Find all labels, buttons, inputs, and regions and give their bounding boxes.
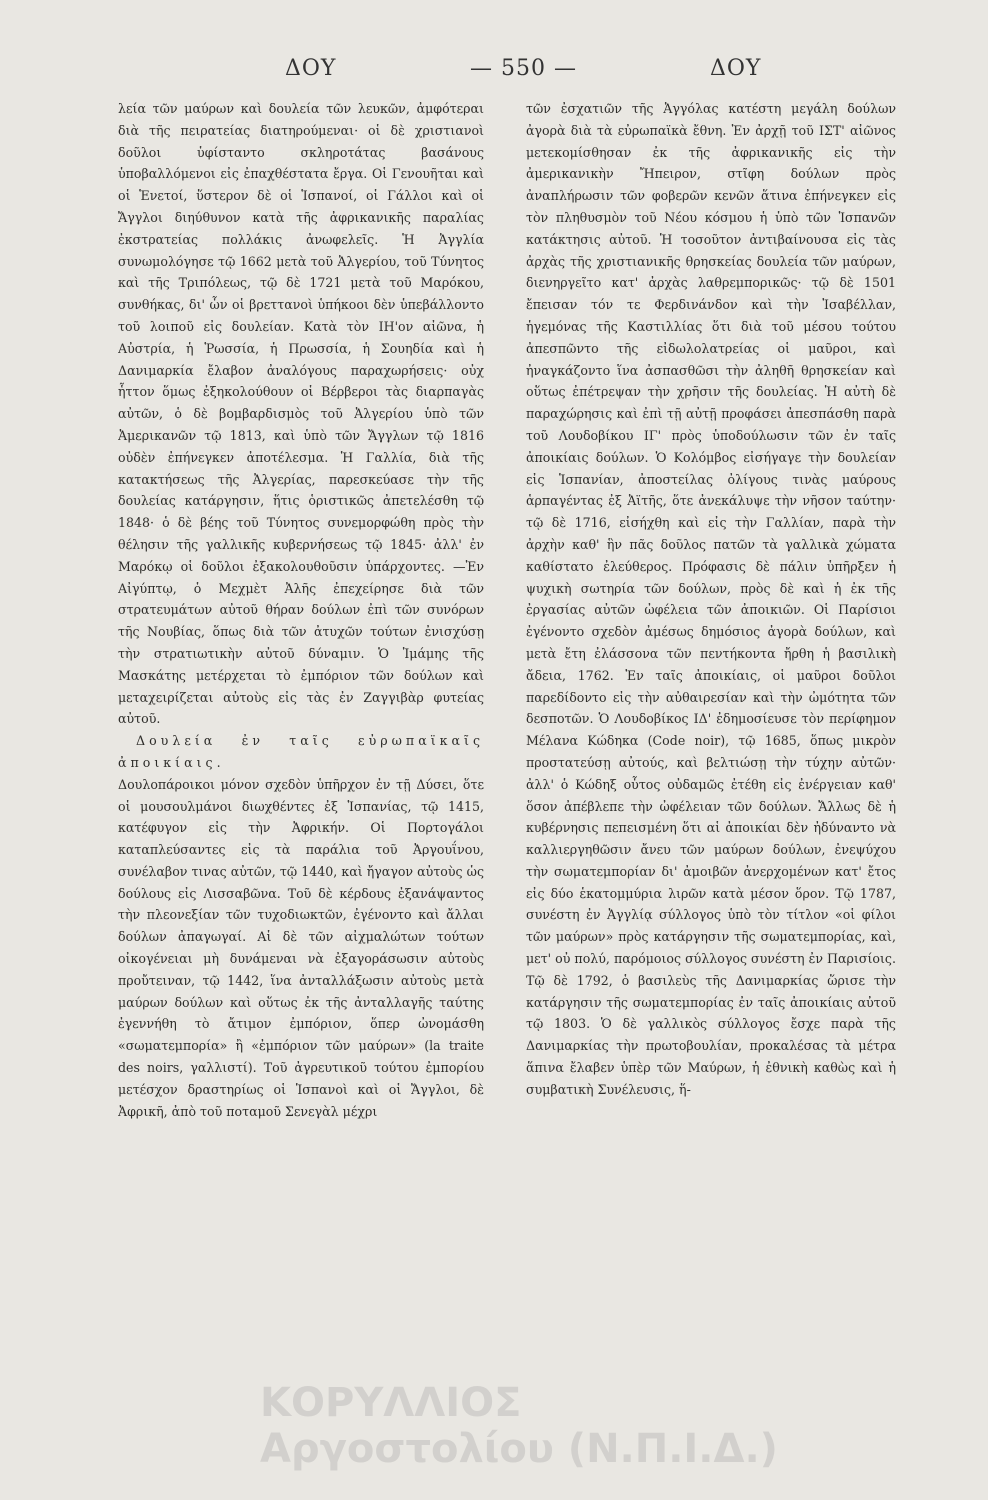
right-text-column: [526, 98, 896, 1478]
running-header: [0, 56, 988, 86]
watermark-line-2: Αργοστολίου (Ν.Π.Ι.Δ.): [260, 1426, 778, 1472]
header-left-word: ΔΟΥ: [285, 56, 337, 81]
left-text-column: [118, 98, 484, 1478]
left-paragraph-2: Δουλοπάροικοι μόνον σχεδὸν ὑπῆρχον ἐν τῇ Δύσει, ὅτε οἱ μουσουλμάνοι διωχθέντες ἐξ Ἱσπανίας, τῷ 1415, κατέφυγον εἰς τὴν Ἀφρικήν. Οἱ Πορτογάλοι καταπλεύσαντες εἰς τὰ παράλια τοῦ Ἀργουΐνου, συνέλαβον τινας αὐτῶν, τῷ 1440, καὶ ἤγαγον αὐτοὺς ὡς δούλους εἰς Λισσαβῶνα. Τοῦ δὲ κέρδους ἐξανάψαντος τὴν πλεονεξίαν τῶν τυχοδιωκτῶν, ἐγένοντο καὶ ἄλλαι δούλων ἀπαγωγαί. Αἱ δὲ τῶν αἰχμαλώτων τούτων οἰκογένειαι μὴ δυνάμεναι νὰ ἐξαγοράσωσιν αὐτοὺς προὔτειναν, τῷ 1442, ἵνα ἀνταλλάξωσιν αὐτοὺς μετὰ μαύρων δούλων καὶ οὕτως ἐκ τῆς ἀνταλλαγῆς ταύτης ἐγεννήθη τὸ ἄτιμον ἐμπόριον, ὅπερ ὠνομάσθη «σωματεμπορία» ἢ «ἐμπόριον τῶν μαύρων» (la traite des noirs, γαλλιστί). Τοῦ ἀγρευτικοῦ τούτου ἐμπορίου μετέσχον δραστηρίως οἱ Ἱσπανοὶ καὶ οἱ Ἄγγλοι, δὲ Ἀφρικῆ, ἀπὸ τοῦ ποταμοῦ Σενεγὰλ μέχρι: [118, 776, 484, 1119]
left-paragraph-1: λεία τῶν μαύρων καὶ δουλεία τῶν λευκῶν, ἀμφότεραι διὰ τῆς πειρατείας διατηρούμεναι· οἱ δὲ χριστιανοὶ δοῦλοι ὑφίσταντο σκληροτάτας βασάνους ὑποβαλλόμενοι εἰς ἐπαχθέστατα ἔργα. Οἱ Γενουῆται καὶ οἱ Ἑνετοί, ὕστερον δὲ οἱ Ἱσπανοί, οἱ Γάλλοι καὶ οἱ Ἄγγλοι διηύθυνον κατὰ τῆς ἀφρικανικῆς παραλίας ἐκστρατείας πολλάκις ἀνωφελεῖς. Ἡ Ἀγγλία συνωμολόγησε τῷ 1662 μετὰ τοῦ Ἀλγερίου, τοῦ Τύνητος καὶ τῆς Τριπόλεως, τῷ δὲ 1721 μετὰ τοῦ Μαρόκου, συνθήκας, δι' ὧν οἱ βρεττανοὶ ὑπήκοοι δὲν ὑπεβάλλοντο τοῦ λοιποῦ εἰς δουλείαν. Κατὰ τὸν ΙΗ'ον αἰῶνα, ἡ Αὐστρία, ἡ Ῥωσσία, ἡ Πρωσσία, ἡ Σουηδία καὶ ἡ Δανιμαρκία ἔλαβον ἀναλόγους παραχωρήσεις· οὐχ ἧττον ὅμως ἐξηκολούθουν οἱ Βέρβεροι τὰς διαρπαγὰς αὐτῶν, ὁ δὲ βομβαρδισμὸς τοῦ Ἀλγερίου ὑπὸ τῶν Ἀμερικανῶν τῷ 1813, καὶ ὑπὸ τῶν Ἄγγλων τῷ 1816 οὐδὲν ἐπήνεγκεν ἀποτέλεσμα. Ἡ Γαλλία, διὰ τῆς κατακτήσεως τῆς Ἀλγερίας, παρεσκεύασε τὴν τῆς δουλείας κατάργησιν, ἥτις ὁριστικῶς ἀπετελέσθη τῷ 1848· ὁ δὲ βέης τοῦ Τύνητος συνεμορφώθη πρὸς τὴν θέλησιν τῆς γαλλικῆς κυβερνήσεως τῷ 1845· ἀλλ' ἐν Μαρόκῳ οἱ δοῦλοι ἐξακολουθοῦσιν ὑπάρχοντες. —Ἐν Αἰγύπτῳ, ὁ Μεχμὲτ Ἀλῆς ἐπεχείρησε διὰ τῶν στρατευμάτων αὐτοῦ θήραν δούλων ἐπὶ τῶν συνόρων τῆς Νουβίας, ὅπως διὰ τῶν ἀτυχῶν τούτων ἐνισχύσῃ τὴν στρατιωτικὴν αὐτοῦ δύναμιν. Ὁ Ἰμάμης τῆς Μασκάτης μετέρχεται τὸ ἐμπόριον τῶν δούλων καὶ μεταχειρίζεται αὐτοὺς εἰς τὰς ἐν Ζαγγιβὰρ φυτείας αὐτοῦ.: [118, 101, 484, 727]
page-number: — 550 —: [470, 56, 577, 81]
section-heading: Δουλεία ἐν ταῖς εὐρωπαϊκαῖς ἀποικίαις.: [118, 733, 484, 770]
right-paragraph-1: τῶν ἐσχατιῶν τῆς Ἀγγόλας κατέστη μεγάλη δούλων ἀγορὰ διὰ τὰ εὐρωπαϊκὰ ἔθνη. Ἐν ἀρχῇ τοῦ ΙΣΤ' αἰῶνος μετεκομίσθησαν ἐκ τῆς ἀφρικανικῆς εἰς τὴν ἀμερικανικὴν Ἤπειρον, στῖφη δούλων πρὸς ἀναπλήρωσιν τῶν φοβερῶν κενῶν ἅτινα ἐπήνεγκεν εἰς τὸν πληθυσμὸν τοῦ Νέου κόσμου ἡ ὑπὸ τῶν Ἱσπανῶν κατάκτησις αὐτοῦ. Ἡ τοσοῦτον ἀντιβαίνουσα εἰς τὰς ἀρχὰς τῆς χριστιανικῆς θρησκείας δουλεία τῶν μαύρων, διενηργεῖτο κατ' ἀρχὰς λαθρεμπορικῶς· τῷ δὲ 1501 ἔπεισαν τόν τε Φερδινάνδον καὶ τὴν Ἰσαβέλλαν, ἡγεμόνας τῆς Καστιλλίας ὅτι διὰ τοῦ μέσου τούτου ἀπεσπῶντο τῆς εἰδωλολατρείας οἱ μαῦροι, καὶ ἠναγκάζοντο ἵνα ἀσπασθῶσι τὴν ἀληθῆ θρησκείαν καὶ οὕτως ἐπέτρεψαν τὴν χρῆσιν τῆς δουλείας. Ἡ αὐτὴ δὲ παραχώρησις καὶ ἐπὶ τῇ αὐτῇ προφάσει ἀπεσπάσθη παρὰ τοῦ Λουδοβίκου ΙΓ' πρὸς ὑποδούλωσιν τῶν ἐν ταῖς ἀποικίαις δούλων. Ὁ Κολόμβος εἰσήγαγε τὴν δουλείαν εἰς Ἱσπανίαν, ἀποστείλας ὀλίγους τινὰς μαύρους ἁρπαγέντας ἐξ Ἀϊτῆς, ὅτε ἀνεκάλυψε τὴν νῆσον ταύτην· τῷ δὲ 1716, εἰσήχθη καὶ εἰς τὴν Γαλλίαν, παρὰ τὴν ἀρχὴν καθ' ἣν πᾶς δοῦλος πατῶν τὰ γαλλικὰ χώματα καθίστατο ἐλεύθερος. Πρόφασις δὲ πάλιν ὑπῆρξεν ἡ ψυχικὴ σωτηρία τῶν δούλων, πρὸς δὲ καὶ ἡ ἐκ τῆς ἐργασίας αὐτῶν ὠφέλεια τῶν ἀποικιῶν. Οἱ Παρίσιοι ἐγένοντο σχεδὸν ἀμέσως δημόσιος ἀγορὰ δούλων, καὶ μετὰ ἔτη ἐλάσσονα τῶν πεντήκοντα ἤρθη ἡ βασιλικὴ ἄδεια, 1762. Ἐν ταῖς ἀποικίαις, οἱ μαῦροι δοῦλοι παρεδίδοντο εἰς τὴν αὐθαιρεσίαν καὶ τὴν ὠμότητα τῶν δεσποτῶν. Ὁ Λουδοβίκος ΙΔ' ἐδημοσίευσε τὸν περίφημον Μέλανα Κώδηκα (Code noir), τῷ 1685, ὅπως μικρὸν προστατεύσῃ αὐτούς, καὶ βελτιώσῃ τὴν τύχην αὐτῶν· ἀλλ' ὁ Κώδηξ οὗτος οὐδαμῶς ἐτέθη εἰς ἐνέργειαν καθ' ὅσον ἀπέβλεπε τὴν ὠφέλειαν τῶν δούλων. Ἄλλως δὲ ἡ κυβέρνησις πεπεισμένη ὅτι αἱ ἀποικίαι δὲν ἠδύναντο νὰ καλλιεργηθῶσιν ἄνευ τῶν μαύρων δούλων, ἐνεψύχου τὴν σωματεμπορίαν δι' ἀμοιβῶν ἀνερχομένων κατ' ἔτος εἰς δύο ἑκατομμύρια λιρῶν κατὰ μέσον ὅρον. Τῷ 1787, συνέστη ἐν Ἀγγλίᾳ σύλλογος ὑπὸ τὸν τίτλον «οἱ φίλοι τῶν μαύρων» πρὸς κατάργησιν τῆς σωματεμπορίας, καὶ, μετ' οὐ πολύ, παρόμοιος σύλλογος συνέστη ἐν Παρισίοις. Τῷ δὲ 1792, ὁ βασιλεὺς τῆς Δανιμαρκίας ὥρισε τὴν κατάργησιν τῆς σωματεμπορίας ἐν ταῖς ἀποικίαις αὐτοῦ τῷ 1803. Ὁ δὲ γαλλικὸς σύλλογος ἔσχε παρὰ τῆς Δανιμαρκίας τὴν πρωτοβουλίαν, προκαλέσας τὰ μέτρα ἅπινα ἔλαβεν ὑπὲρ τῶν Μαύρων, ἡ ἐθνικὴ καθὼς καὶ ἡ συμβατικὴ Συνέλευσις, ἥ-: [526, 101, 896, 1097]
watermark-line-1: ΚΟΡΥΛΛΙΟΣ: [260, 1380, 522, 1426]
header-right-word: ΔΟΥ: [710, 56, 762, 81]
